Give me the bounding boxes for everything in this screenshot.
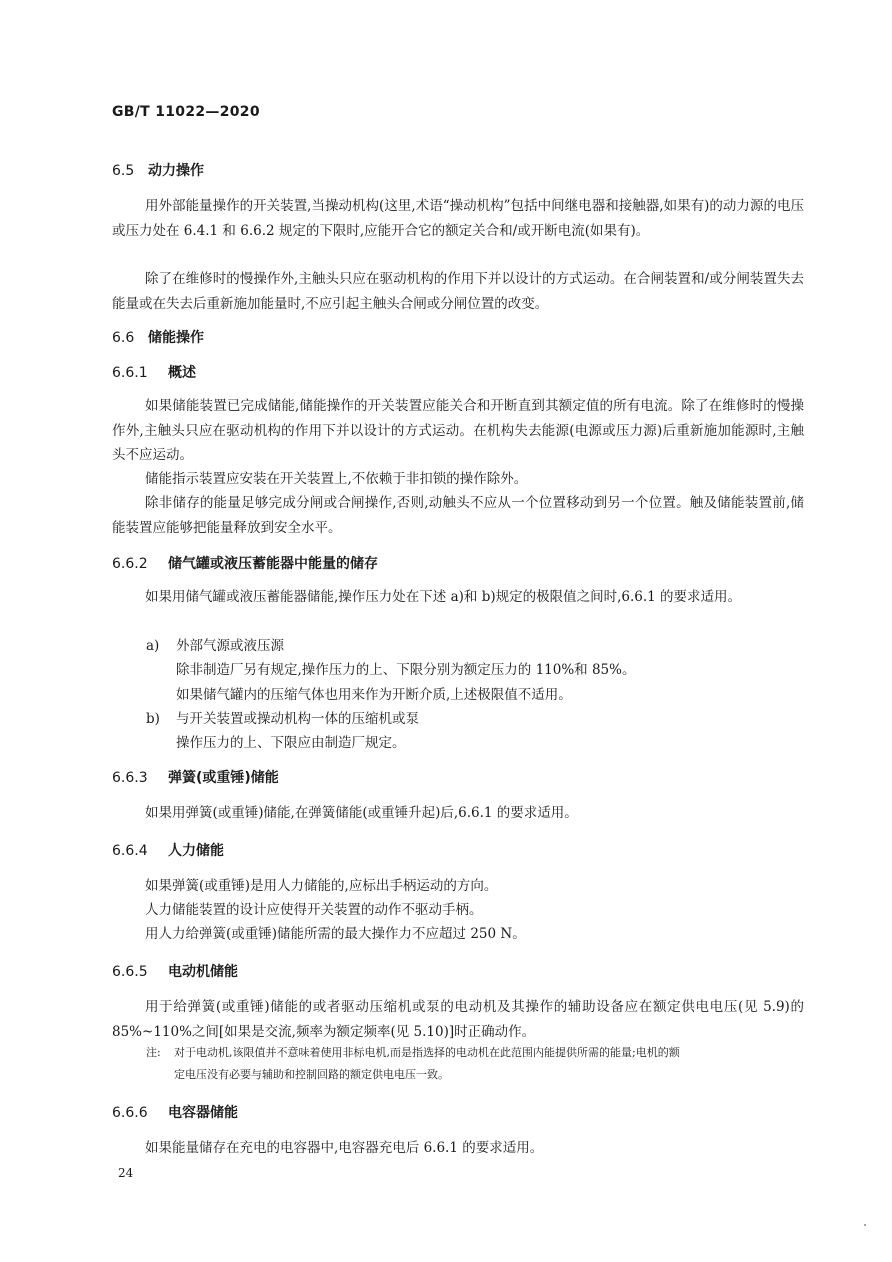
section-number: 6.6.6 [112,1105,148,1121]
section-title: 弹簧(或重锤)储能 [168,770,279,786]
paragraph: 如果用弹簧(或重锤)储能,在弹簧储能(或重锤升起)后,6.6.1 的要求适用。 [145,805,578,821]
paragraph: 除了在维修时的慢操作外,主触头只应在驱动机构的作用下并以设计的方式运动。在合闸装置和/或分闸装置失去能量或在失去后重新施加能量时,不应引起主触头合闸或分闸位置的改变。 [112,271,804,312]
section-title: 储能操作 [148,330,204,346]
note-label: 注: [146,1046,161,1059]
paragraph: 如果能量储存在充电的电容器中,电容器充电后 6.6.1 的要求适用。 [145,1140,544,1156]
section-number: 6.6.3 [112,770,148,786]
paragraph: 用于给弹簧(或重锤)储能的或者驱动压缩机或泵的电动机及其操作的辅助设备应在额定供电电压(见 5.9)的 85%~110%之间[如果是交流,频率为额定频率(见 5.10)]时正确动作。 [112,999,804,1040]
section-heading-6-6 [112,327,204,347]
list-item-text: 除非制造厂另有规定,操作压力的上、下限分别为额定压力的 110%和 85%。 [176,662,636,678]
section-heading-6-6-1 [112,362,196,382]
section-heading-6-5 [112,160,204,180]
section-number: 6.6.1 [112,365,148,381]
section-title: 动力操作 [148,163,204,179]
section-heading-6-6-6 [112,1102,238,1122]
paragraph: 如果弹簧(或重锤)是用人力储能的,应标出手柄运动的方向。 [145,878,498,894]
section-title: 电动机储能 [168,964,238,980]
paragraph: 用外部能量操作的开关装置,当操动机构(这里,术语“操动机构”包括中间继电器和接触器,如果有)的动力源的电压或压力处在 6.4.1 和 6.6.2 规定的下限时,应能开合它的额定关合和/或开断电流(如果有)。 [112,198,804,239]
scan-mark [864,1224,866,1226]
paragraph: 储能指示装置应安装在开关装置上,不依赖于非扣锁的操作除外。 [145,471,528,487]
note-text: 对于电动机,该限值并不意味着使用非标电机,而是指选择的电动机在此范围内能提供所需的能量;电机的额 [174,1046,680,1059]
section-number: 6.5 [112,163,135,179]
section-number: 6.6.2 [112,556,148,572]
section-heading-6-6-2 [112,553,378,573]
section-heading-6-6-5 [112,961,238,981]
paragraph: 人力储能装置的设计应使得开关装置的动作不驱动手柄。 [145,902,483,918]
section-number: 6.6 [112,330,135,346]
list-marker: a) [146,638,160,654]
list-item-text: 如果储气罐内的压缩气体也用来作为开断介质,上述极限值不适用。 [176,687,572,703]
note-text: 定电压没有必要与辅助和控制回路的额定供电电压一致。 [174,1068,449,1081]
section-title: 电容器储能 [168,1105,238,1121]
paragraph: 用人力给弹簧(或重锤)储能所需的最大操作力不应超过 250 N。 [145,926,526,942]
section-title: 人力储能 [168,843,224,859]
paragraph: 如果用储气罐或液压蓄能器储能,操作压力处在下述 a)和 b)规定的极限值之间时,6.6.1 的要求适用。 [145,589,742,605]
list-marker: b) [146,711,160,727]
list-item-title: 与开关装置或操动机构一体的压缩机或泵 [176,711,419,727]
section-number: 6.6.5 [112,964,148,980]
list-item-a [146,634,806,659]
section-heading-6-6-3 [112,767,279,787]
list-item-title: 外部气源或液压源 [176,638,284,654]
list-item-text: 操作压力的上、下限应由制造厂规定。 [176,735,406,751]
standard-number: GB/T 11022—2020 [112,104,260,120]
note [146,1042,806,1086]
section-heading-6-6-4 [112,840,224,860]
paragraph: 除非储存的能量足够完成分闸或合闸操作,否则,动触头不应从一个位置移动到另一个位置。触及储能装置前,储能装置应能够把能量释放到安全水平。 [112,495,804,536]
page-number: 24 [118,1166,134,1180]
section-number: 6.6.4 [112,843,148,859]
paragraph: 如果储能装置已完成储能,储能操作的开关装置应能关合和开断直到其额定值的所有电流。除了在维修时的慢操作外,主触头只应在驱动机构的作用下并以设计的方式运动。在机构失去能源(电源或压力源)后重新施加能源时,主触头不应运动。 [112,398,804,463]
section-title: 储气罐或液压蓄能器中能量的储存 [168,556,378,572]
section-title: 概述 [168,365,196,381]
list-item-b [146,707,806,732]
